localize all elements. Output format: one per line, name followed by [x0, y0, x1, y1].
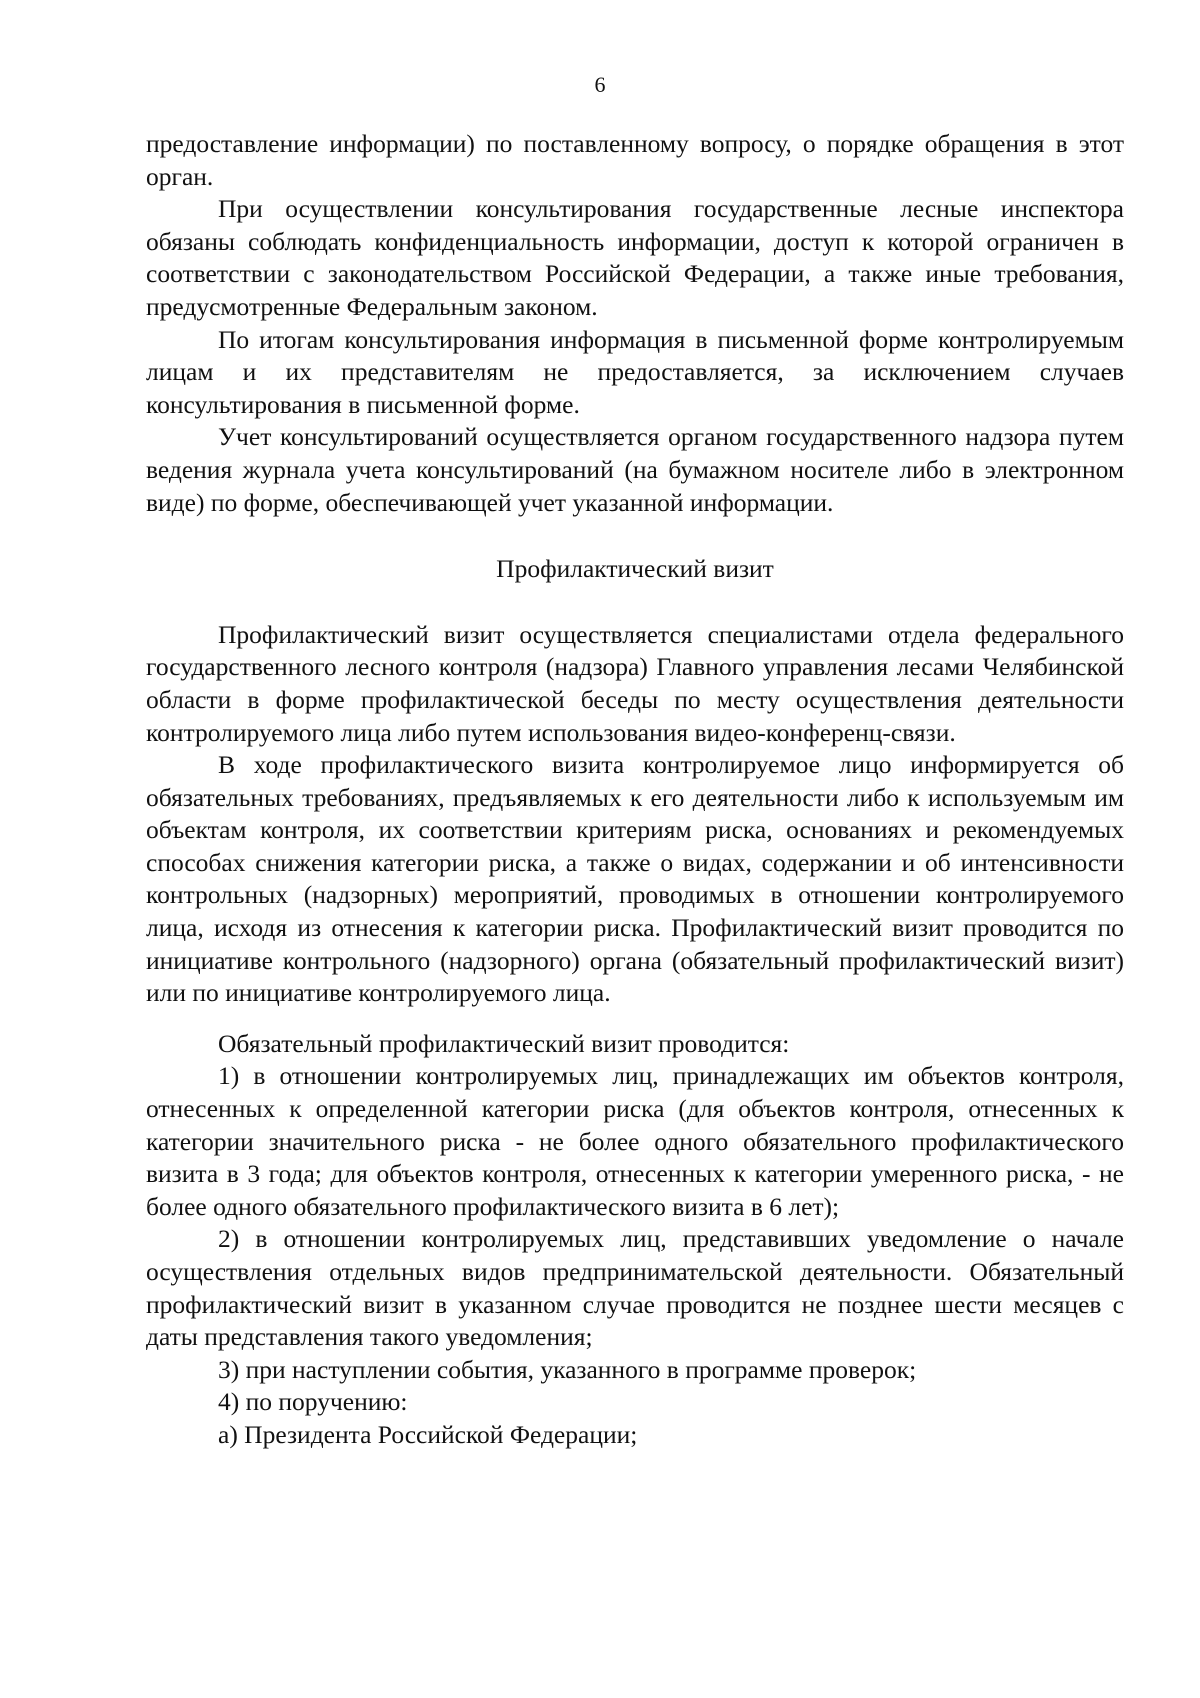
list-item-4: 4) по поручению: — [218, 1387, 408, 1417]
paragraph-confidentiality: При осуществлении консультирования государственные лесные инспектора обязаны соблюдать конфиденциальность информации, доступ к которой ограничен в соответствии с законодательством Российской Федерации, а также иные требования, предусмотренные Федеральным законом. — [146, 194, 1124, 321]
list-item-3: 3) при наступлении события, указанного в программе проверок; — [218, 1354, 917, 1384]
paragraph-consultation-log: Учет консультирований осуществляется органом государственного надзора путем ведения журнала учета консультирований (на бумажном носителе либо в электронном виде) по форме, обеспечивающей учет указанной информации. — [146, 422, 1124, 517]
list-item-1: 1) в отношении контролируемых лиц, принадлежащих им объектов контроля, отнесенных к определенной категории риска (для объектов контроля, отнесенных к категории значительного риска - не более одного обязательного профилактического визита в 3 года; для объектов контроля, отнесенных к категории умеренного риска, - не более одного обязательного профилактического визита в 6 лет); — [146, 1061, 1124, 1221]
section-title: Профилактический визит — [496, 554, 774, 584]
mandatory-visit-intro: Обязательный профилактический визит проводится: — [218, 1028, 790, 1058]
page-number: 6 — [594, 72, 606, 97]
list-item-4a: а) Президента Российской Федерации; — [218, 1419, 638, 1449]
paragraph-written-form: По итогам консультирования информация в письменной форме контролируемым лицам и их представителям не предоставляется, за исключением случаев консультирования в письменной форме. — [146, 324, 1124, 419]
paragraph-visit-definition: Профилактический визит осуществляется специалистами отдела федерального государственного лесного контроля (надзора) Главного управления лесами Челябинской области в форме профилактической беседы по месту осуществления деятельности контролируемого лица либо путем использования видео-конференц-связи. — [146, 619, 1124, 747]
list-item-2: 2) в отношении контролируемых лиц, представивших уведомление о начале осуществления отдельных видов предпринимательской деятельности. Обязательный профилактический визит в указанном случае проводится не позднее шести месяцев с даты представления такого уведомления; — [146, 1224, 1124, 1352]
document-body — [146, 128, 1124, 1452]
paragraph-continuation: предоставление информации) по поставленному вопросу, о порядке обращения в этот орган. — [146, 129, 1124, 191]
paragraph-visit-content: В ходе профилактического визита контролируемое лицо информируется об обязательных требованиях, предъявляемых к его деятельности либо к используемым им объектам контроля, их соответствии критериям риска, основаниях и рекомендуемых способах снижения категории риска, а также о видах, содержании и об интенсивности контрольных (надзорных) мероприятий, проводимых в отношении контролируемого лица, исходя из отнесения к категории риска. Профилактический визит проводится по инициативе контрольного (надзорного) органа (обязательный профилактический визит) или по инициативе контролируемого лица. — [146, 750, 1124, 1008]
